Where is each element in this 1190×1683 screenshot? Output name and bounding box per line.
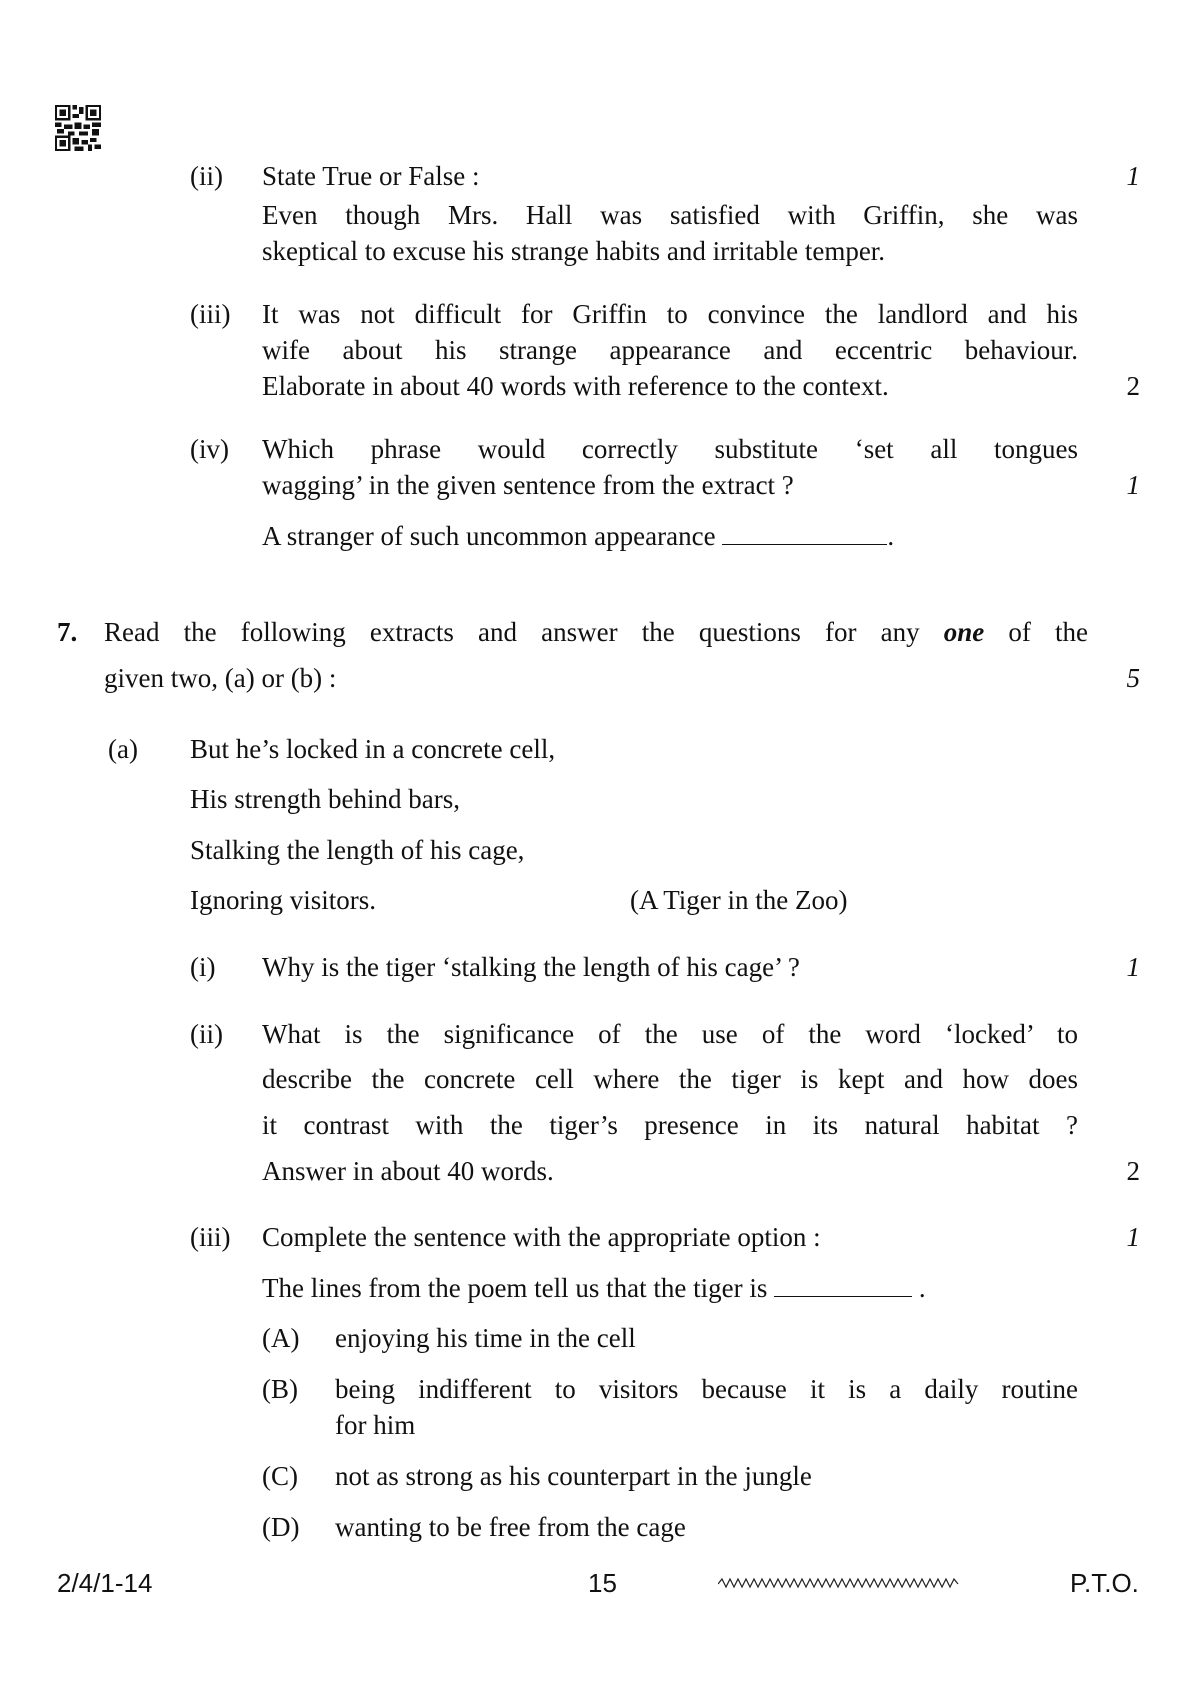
question-text: wife about his strange appearance and eccentric behaviour. bbox=[262, 335, 1078, 365]
option-label: (B) bbox=[262, 1374, 298, 1404]
marks: 2 bbox=[1126, 371, 1140, 401]
qr-code-icon bbox=[55, 105, 101, 151]
option-text: enjoying his time in the cell bbox=[335, 1323, 636, 1353]
option-text: not as strong as his counterpart in the jungle bbox=[335, 1461, 812, 1491]
question-text: skeptical to excuse his strange habits and irritable temper. bbox=[262, 236, 886, 266]
item-number: (iii) bbox=[190, 1222, 231, 1252]
marks: 1 bbox=[1126, 470, 1140, 500]
option-text: for him bbox=[335, 1410, 416, 1440]
marks: 2 bbox=[1126, 1156, 1140, 1186]
question-text: wagging’ in the given sentence from the extract ? bbox=[262, 470, 794, 500]
paper-code: 2/4/1-14 bbox=[57, 1568, 153, 1598]
part-label: (a) bbox=[108, 734, 138, 764]
question-text: Elaborate in about 40 words with reference to the context. bbox=[262, 371, 889, 401]
question-text: Why is the tiger ‘stalking the length of his cage’ ? bbox=[262, 952, 800, 982]
sentence-text: The lines from the poem tell us that the tiger is bbox=[262, 1273, 768, 1303]
blank-line bbox=[774, 1272, 912, 1297]
question-text: State True or False : bbox=[262, 161, 480, 191]
item-number: (i) bbox=[190, 952, 216, 982]
item-number: (ii) bbox=[190, 161, 223, 191]
marks: 1 bbox=[1126, 161, 1140, 191]
marks: 5 bbox=[1126, 663, 1140, 693]
poem-line: But he’s locked in a concrete cell, bbox=[190, 734, 556, 764]
question-text: Which phrase would correctly substitute ‘set all tongues bbox=[262, 434, 1078, 464]
question-text-part: Read the following extracts and answer the questions for any bbox=[104, 617, 920, 647]
item-number: (iii) bbox=[190, 299, 231, 329]
question-text-part: of the bbox=[1008, 617, 1089, 647]
sentence-end: . bbox=[887, 521, 895, 551]
question-text: describe the concrete cell where the tiger is kept and how does bbox=[262, 1064, 1078, 1094]
poem-line: Stalking the length of his cage, bbox=[190, 835, 525, 865]
poem-line: Ignoring visitors. bbox=[190, 885, 376, 915]
blank-line bbox=[722, 520, 887, 545]
question-text bbox=[104, 614, 1088, 650]
poem-line: His strength behind bars, bbox=[190, 784, 460, 814]
emphasis-text: one bbox=[943, 617, 985, 647]
question-number: 7. bbox=[57, 617, 78, 647]
option-label: (D) bbox=[262, 1512, 300, 1542]
poem-source: (A Tiger in the Zoo) bbox=[630, 885, 848, 915]
question-text: it contrast with the tiger’s presence in its natural habitat ? bbox=[262, 1110, 1078, 1140]
option-label: (A) bbox=[262, 1323, 300, 1353]
question-text: Complete the sentence with the appropriate option : bbox=[262, 1222, 821, 1252]
item-number: (iv) bbox=[190, 434, 229, 464]
question-text: Answer in about 40 words. bbox=[262, 1156, 554, 1186]
fill-sentence bbox=[262, 1270, 926, 1306]
question-text: What is the significance of the use of the word ‘locked’ to bbox=[262, 1019, 1078, 1049]
option-text: being indifferent to visitors because it is a daily routine bbox=[335, 1374, 1078, 1404]
page-number: 15 bbox=[588, 1568, 617, 1598]
pto-label: P.T.O. bbox=[1070, 1568, 1139, 1598]
item-number: (ii) bbox=[190, 1019, 223, 1049]
fill-sentence bbox=[262, 518, 894, 554]
option-text: wanting to be free from the cage bbox=[335, 1512, 686, 1542]
marks: 1 bbox=[1126, 952, 1140, 982]
marks: 1 bbox=[1126, 1222, 1140, 1252]
question-text: given two, (a) or (b) : bbox=[104, 663, 337, 693]
option-label: (C) bbox=[262, 1461, 298, 1491]
wavy-line-icon bbox=[718, 1576, 960, 1590]
question-text: It was not difficult for Griffin to convince the landlord and his bbox=[262, 299, 1078, 329]
question-text: Even though Mrs. Hall was satisfied with Griffin, she was bbox=[262, 200, 1078, 230]
sentence-end: . bbox=[918, 1273, 926, 1303]
sentence-text: A stranger of such uncommon appearance bbox=[262, 521, 716, 551]
